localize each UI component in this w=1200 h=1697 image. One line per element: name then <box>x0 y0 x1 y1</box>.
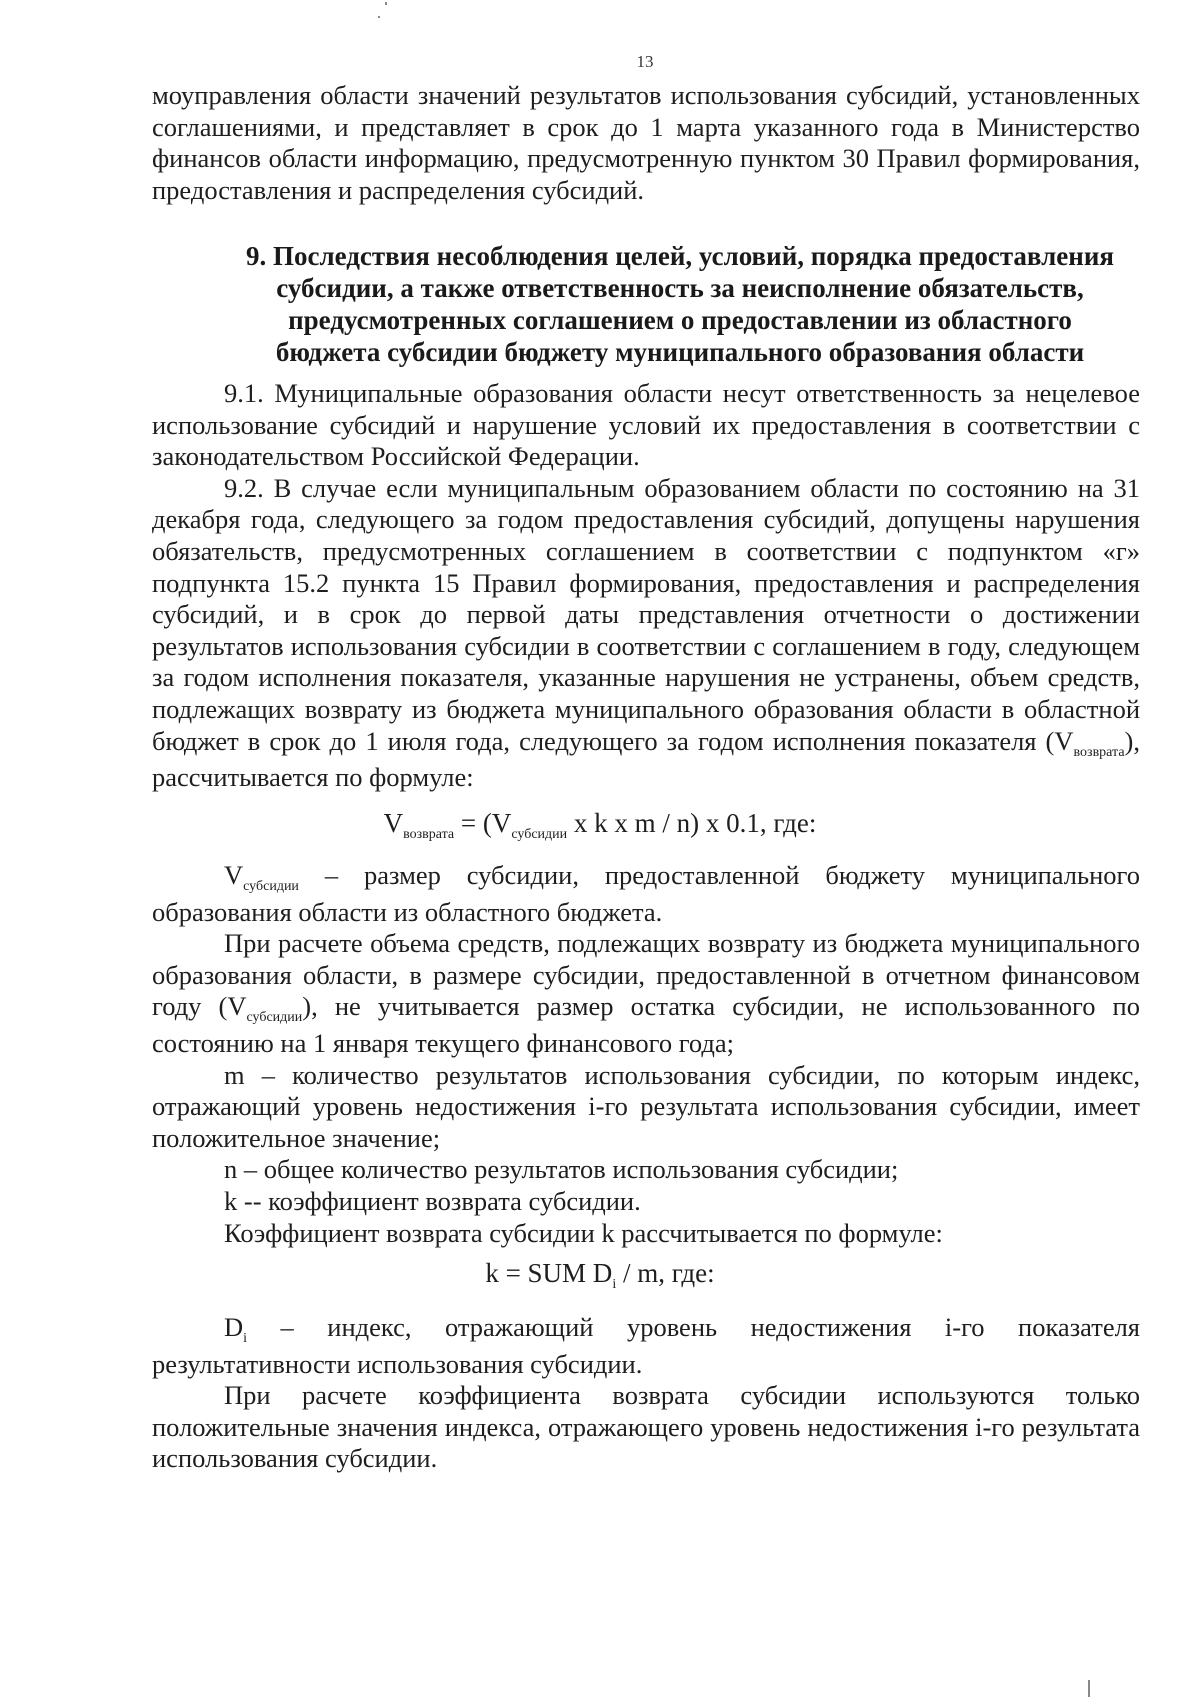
subscript-vozvrata: возврата <box>1073 744 1125 760</box>
formula-k-sub: i <box>612 1277 617 1292</box>
body-block-1 <box>152 378 1140 794</box>
intro-paragraph-block <box>152 80 1140 206</box>
formula-mid: = (V <box>454 808 512 838</box>
paragraph-9-2-text: 9.2. В случае если муниципальным образованием области по состоянию на 31 декабря года, следующего за годом предоставления субсидий, допущены нарушения обязательств, предусмотренных соглашением в соответствии с подпунктом «г» подпункта 15.2 пункта 15 Правил формирования, предоставления и распределения субсидий, и в срок до первой даты представления отчетности о достижении результатов использования субсидии в соответствии с соглашением в году, следующем за годом исполнения показателя, указанные нарушения не устранены, объем средств, подлежащих возврату из бюджета муниципального образования области в областной бюджет в срок до 1 июля года, следующего за годом исполнения показателя (V <box>152 472 1140 756</box>
scan-mark-bottom <box>1088 1680 1090 1697</box>
heading-line: 9. Последствия несоблюдения целей, условий, порядка предоставления <box>246 241 1114 271</box>
calc-sub: субсидии <box>246 1010 303 1026</box>
heading-line: субсидии, а также ответственность за неисполнение обязательств, <box>276 273 1084 303</box>
body-block-2 <box>152 860 1140 1249</box>
paragraph-9-1: 9.1. Муниципальные образования области несут ответственность за нецелевое использование субсидий и нарушение условий их предоставления в соответствии с законодательством Российской Федерации. <box>152 378 1140 472</box>
formula-sub-vozvrata: возврата <box>403 827 455 842</box>
definition-k: k -- коэффициент возврата субсидии. <box>224 1185 641 1216</box>
def-d-sub: i <box>243 1331 248 1346</box>
scan-mark-top-dot <box>378 16 380 18</box>
formula-k-rest: / m, где: <box>616 1258 715 1288</box>
formula-v-vozvrata <box>0 808 1200 842</box>
definition-m: m – количество результатов использования субсидии, по которым индекс, отражающий уровень недостижения i-го результата использования субсидии, имеет положительное значение; <box>152 1059 1140 1153</box>
section-heading <box>195 240 1165 368</box>
body-block-3 <box>152 1312 1140 1475</box>
definition-n: n – общее количество результатов использования субсидии; <box>224 1154 899 1185</box>
intro-paragraph: моуправления области значений результатов использования субсидий, установленных соглашениями, и представляет в срок до 1 марта указанного года в Министерство финансов области информацию, предусмотренную пунктом 30 Правил формирования, предоставления и распределения субсидий. <box>152 80 1140 205</box>
calc-text: При расчете объема средств, подлежащих возврату из бюджета муниципального образования области, в размере субсидии, предоставленной в отчетном финансовом году (V <box>152 928 1140 1022</box>
def-d: D <box>224 1312 244 1342</box>
k-formula-intro: Коэффициент возврата субсидии k рассчитывается по формуле: <box>224 1217 943 1248</box>
formula-v: V <box>383 808 404 838</box>
formula-k <box>0 1258 1200 1292</box>
heading-line: предусмотренных соглашением о предоставлении из областного <box>288 305 1072 335</box>
paragraph-final: При расчете коэффициента возврата субсидии используются только положительные значения индекса, отражающего уровень недостижения i-го результата использования субсидии. <box>152 1380 1140 1474</box>
formula-rest: x k x m / n) x 0.1, где: <box>567 808 817 838</box>
definition-di <box>152 1312 1140 1380</box>
def-v-sub: субсидии <box>243 879 299 894</box>
calc-tail: ), не учитывается размер остатка субсидии, не использованного по состоянию на 1 января текущего финансового года; <box>152 991 1140 1058</box>
paragraph-calculation <box>152 928 1140 1059</box>
def-d-text: – индекс, отражающий уровень недостижения i-го показателя результативности использования субсидии. <box>152 1312 1140 1379</box>
page-number: 13 <box>636 52 654 71</box>
def-v: V <box>224 860 244 890</box>
definition-v-subsidii <box>152 860 1140 928</box>
paragraph-9-2 <box>152 473 1140 794</box>
formula-sub-subsidii: субсидии <box>511 827 568 842</box>
def-v-text: – размер субсидии, предоставленной бюджету муниципального образования области из областного бюджета. <box>152 860 1140 927</box>
scan-mark-top <box>385 2 387 5</box>
paragraph-9-2-tail: ), рассчитывается по формуле: <box>152 725 1140 793</box>
heading-line: бюджета субсидии бюджету муниципального образования области <box>275 337 1085 367</box>
formula-k-start: k = SUM D <box>485 1258 613 1288</box>
